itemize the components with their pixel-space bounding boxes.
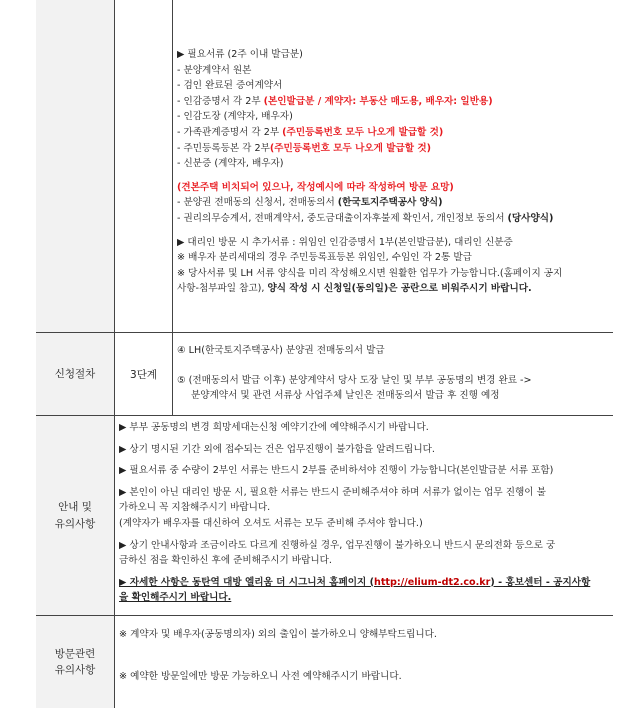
visit-note: ※ 계약자 및 배우자(공동명의자) 외의 출입이 불가하오니 양해부탁드립니다. (119, 629, 437, 640)
doc-item-seal-certificate: - 인감증명서 각 2부 (본인발급분 / 계약자: 부동산 매도용, 배우자: 일반용) (177, 95, 493, 107)
homepage-notice-cont: 을 확인해주시기 바랍니다. (119, 592, 232, 604)
doc-item-rights-succession: - 권리의무승계서, 전매계약서, 중도금대출이자후불제 확인서, 개인정보 동의서 (당사양식) (177, 212, 554, 224)
procedure-content (173, 333, 613, 416)
doc-item-seal: - 인감도장 (계약자, 배우자) (177, 111, 293, 123)
procedure-step-5-cont: 분양계약서 및 관련 서류상 사업주체 날인은 전매동의서 발급 후 진행 예정 (191, 390, 500, 402)
visit-label: 방문관련 유의사항 (36, 616, 115, 708)
doc-item-id-card: - 신분증 (계약자, 배우자) (177, 158, 284, 170)
notice-item: ▶ 상기 안내사항과 조금이라도 다르게 진행하실 경우, 업무진행이 불가하오니 반드시 문의전화 등으로 궁 (119, 539, 556, 551)
visit-note: ※ 예약한 방문일에만 방문 가능하오니 사전 예약해주시기 바랍니다. (119, 670, 402, 682)
row1-step-cell (115, 0, 173, 333)
info-table (36, 0, 613, 708)
agent-extra-docs: ▶ 대리인 방문 시 추가서류 : 위임인 인감증명서 1부(본인발급분), 대리인 신분증 (177, 236, 513, 248)
notice-label: 안내 및 유의사항 (36, 416, 115, 616)
homepage-notice: ▶ 자세한 사항은 동탄역 대방 엘리움 더 시그니처 홈페이지 (http://elium-dt2.co.kr) - 홍보센터 - 공지사항 (119, 576, 591, 588)
notice-item: ▶ 상기 명시된 기간 외에 접수되는 건은 업무진행이 불가함을 알려드립니다. (119, 443, 435, 455)
required-documents-cell (173, 0, 613, 333)
notice-item-cont: (계약자가 배우자를 대신하여 오셔도 서류는 모두 준비해 주셔야 합니다.) (119, 517, 423, 529)
doc-item-family-certificate: - 가족관계증명서 각 2부 (주민등록번호 모두 나오게 발급할 것) (177, 126, 444, 138)
notice-content (115, 416, 613, 616)
row1-label-cell (36, 0, 115, 333)
procedure-step: 3단계 (115, 333, 173, 416)
procedure-label: 신청절차 (36, 333, 115, 416)
homepage-note: ※ 당사서류 및 LH 서류 양식을 미리 작성해오시면 원활한 업무가 가능합니다.(홈페이지 공지 (177, 267, 563, 279)
required-docs-title: ▶ 필요서류 (2주 이내 발급분) (177, 49, 303, 60)
doc-item-resident-register: - 주민등록등본 각 2부(주민등록번호 모두 나오게 발급할 것) (177, 142, 432, 154)
notice-item-cont: 가하오니 꼭 지참해주시기 바랍니다. (119, 502, 271, 514)
notice-item-cont: 금하신 점을 확인하신 후에 준비해주시기 바랍니다. (119, 555, 332, 567)
homepage-note-cont: 사항-첨부파일 참고), 양식 작성 시 신청일(동의일)은 공란으로 비워주시기 바랍니다. (177, 283, 532, 295)
sample-note: (견본주택 비치되어 있으나, 작성예시에 따라 작성하여 방문 요망) (177, 181, 454, 193)
procedure-step-5: ⑤ (전매동의서 발급 이후) 분양계약서 당사 도장 날인 및 부부 공동명의 변경 완료 -> (177, 374, 532, 386)
doc-item: - 분양계약서 원본 (177, 64, 252, 76)
notice-item: ▶ 본인이 아닌 대리인 방문 시, 필요한 서류는 반드시 준비해주셔야 하며 서류가 없이는 업무 진행이 불 (119, 486, 546, 498)
spouse-note: ※ 배우자 분리세대의 경우 주민등록표등본 위임인, 수임인 각 2통 발급 (177, 252, 472, 264)
doc-item-transfer-consent: - 분양권 전매동의 신청서, 전매동의서 (한국토지주택공사 양식) (177, 197, 443, 209)
notice-item: ▶ 필요서류 중 수량이 2부인 서류는 반드시 2부를 준비하셔야 진행이 가능합니다(본인발급분 서류 포함) (119, 465, 554, 477)
doc-item: - 검인 완료된 증여계약서 (177, 80, 283, 92)
procedure-step-4: ④ LH(한국토지주택공사) 분양권 전매동의서 발급 (177, 345, 385, 356)
homepage-link[interactable]: http://elium-dt2.co.kr (373, 576, 491, 588)
visit-content (115, 616, 613, 708)
notice-item: ▶ 부부 공동명의 변경 희망세대는신청 예약기간에 예약해주시기 바랍니다. (119, 422, 429, 433)
